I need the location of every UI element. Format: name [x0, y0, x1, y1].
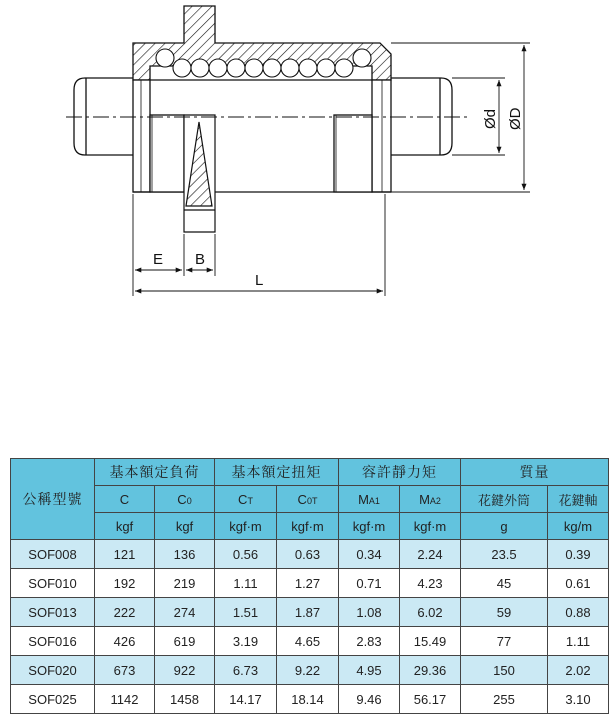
value-cell: 29.36: [400, 656, 461, 685]
key-wedge: [184, 115, 215, 232]
value-cell: 192: [95, 569, 155, 598]
value-cell: 922: [155, 656, 215, 685]
table-row: [11, 540, 609, 569]
value-cell: 23.5: [461, 540, 548, 569]
unit-cell: kgf·m: [215, 513, 277, 540]
value-cell: 2.02: [548, 656, 609, 685]
table-row: [11, 569, 609, 598]
table-row: [11, 685, 609, 714]
group-static-moment: 容許靜力矩: [339, 459, 461, 486]
spec-table: [10, 458, 609, 714]
symbol-cell: CT: [215, 486, 277, 513]
value-cell: 0.34: [339, 540, 400, 569]
header-row-symbols: [11, 486, 609, 513]
group-torque-rating: 基本額定扭矩: [215, 459, 339, 486]
value-cell: 4.65: [277, 627, 339, 656]
value-cell: 1.11: [215, 569, 277, 598]
model-cell: SOF008: [11, 540, 95, 569]
unit-cell: kgf·m: [400, 513, 461, 540]
symbol-cell: C0T: [277, 486, 339, 513]
value-cell: 1.51: [215, 598, 277, 627]
header-row-groups: [11, 459, 609, 486]
table-row: [11, 656, 609, 685]
value-cell: 9.46: [339, 685, 400, 714]
value-cell: 150: [461, 656, 548, 685]
dim-label-od: Ød: [482, 108, 499, 129]
group-mass: 質量: [461, 459, 609, 486]
value-cell: 18.14: [277, 685, 339, 714]
unit-cell: kgf: [95, 513, 155, 540]
header-row-units: [11, 513, 609, 540]
value-cell: 77: [461, 627, 548, 656]
value-cell: 1.11: [548, 627, 609, 656]
unit-cell: g: [461, 513, 548, 540]
model-cell: SOF020: [11, 656, 95, 685]
model-cell: SOF010: [11, 569, 95, 598]
value-cell: 0.88: [548, 598, 609, 627]
value-cell: 1142: [95, 685, 155, 714]
value-cell: 1.08: [339, 598, 400, 627]
table-row: [11, 598, 609, 627]
value-cell: 426: [95, 627, 155, 656]
dim-label-b: B: [195, 251, 206, 268]
value-cell: 9.22: [277, 656, 339, 685]
value-cell: 136: [155, 540, 215, 569]
unit-cell: kgf·m: [277, 513, 339, 540]
table-row: [11, 627, 609, 656]
model-header: 公稱型號: [11, 459, 95, 540]
spline-shaft: [74, 78, 452, 155]
value-cell: 6.73: [215, 656, 277, 685]
value-cell: 222: [95, 598, 155, 627]
value-cell: 45: [461, 569, 548, 598]
value-cell: 59: [461, 598, 548, 627]
value-cell: 1.87: [277, 598, 339, 627]
value-cell: 6.02: [400, 598, 461, 627]
value-cell: 673: [95, 656, 155, 685]
value-cell: 1.27: [277, 569, 339, 598]
value-cell: 4.95: [339, 656, 400, 685]
value-cell: 14.17: [215, 685, 277, 714]
value-cell: 619: [155, 627, 215, 656]
unit-cell: kgf·m: [339, 513, 400, 540]
value-cell: 56.17: [400, 685, 461, 714]
unit-cell: kgf: [155, 513, 215, 540]
value-cell: 4.23: [400, 569, 461, 598]
value-cell: 0.63: [277, 540, 339, 569]
symbol-cell: MA2: [400, 486, 461, 513]
model-cell: SOF016: [11, 627, 95, 656]
value-cell: 3.19: [215, 627, 277, 656]
dim-label-l: L: [255, 272, 264, 289]
value-cell: 0.61: [548, 569, 609, 598]
model-cell: SOF025: [11, 685, 95, 714]
symbol-cell: MA1: [339, 486, 400, 513]
model-cell: SOF013: [11, 598, 95, 627]
group-load-rating: 基本額定負荷: [95, 459, 215, 486]
value-cell: 219: [155, 569, 215, 598]
dim-label-oD: ØD: [507, 107, 524, 130]
value-cell: 0.56: [215, 540, 277, 569]
outer-sleeve: [133, 6, 391, 192]
value-cell: 121: [95, 540, 155, 569]
value-cell: 2.24: [400, 540, 461, 569]
value-cell: 15.49: [400, 627, 461, 656]
symbol-cell: C: [95, 486, 155, 513]
dim-label-e: E: [153, 251, 164, 268]
value-cell: 1458: [155, 685, 215, 714]
unit-cell: kg/m: [548, 513, 609, 540]
value-cell: 274: [155, 598, 215, 627]
symbol-cell: 花鍵外筒: [461, 486, 548, 513]
value-cell: 3.10: [548, 685, 609, 714]
value-cell: 2.83: [339, 627, 400, 656]
value-cell: 0.71: [339, 569, 400, 598]
value-cell: 0.39: [548, 540, 609, 569]
value-cell: 255: [461, 685, 548, 714]
symbol-cell: C0: [155, 486, 215, 513]
symbol-cell: 花鍵軸: [548, 486, 609, 513]
